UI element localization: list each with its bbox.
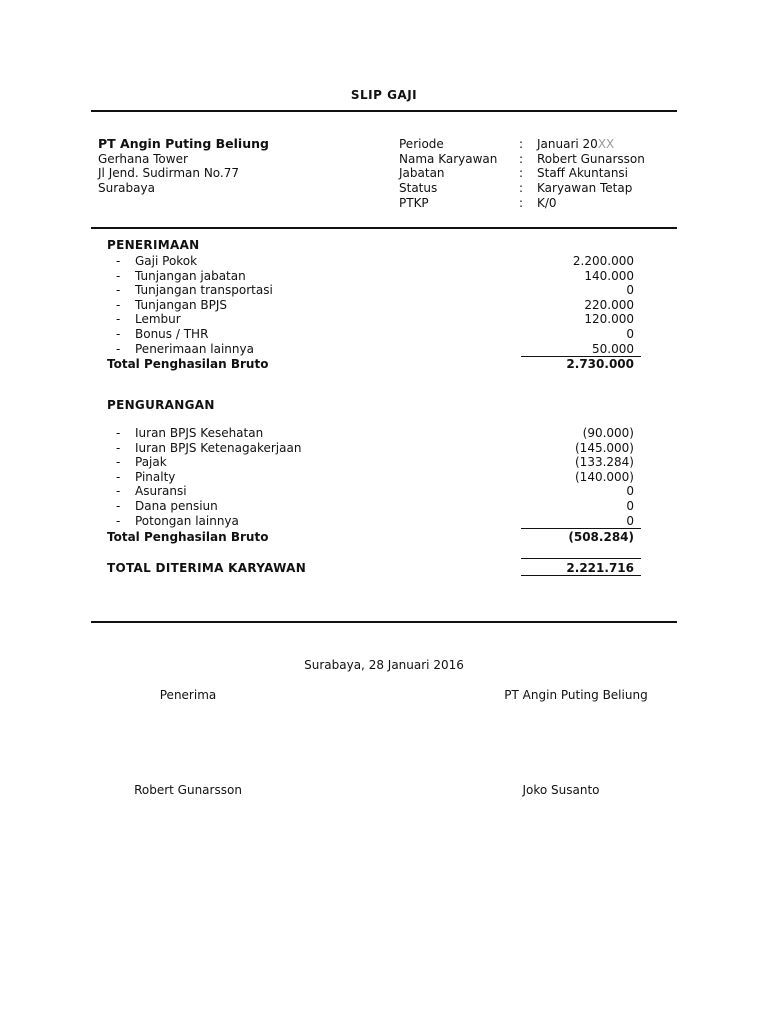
list-item: [0, 283, 768, 298]
signature-right-name: Joko Susanto: [522, 783, 600, 797]
list-item: [0, 254, 768, 269]
grand-total-line-top: [521, 558, 641, 559]
item-label: Tunjangan jabatan: [135, 268, 246, 283]
list-item: [0, 298, 768, 313]
item-value: (145.000): [575, 440, 634, 455]
grand-total-label: TOTAL DITERIMA KARYAWAN: [107, 561, 307, 575]
pengurangan-heading: PENGURANGAN: [107, 398, 215, 412]
info-label-periode: Periode: [399, 137, 444, 151]
item-value: 2.200.000: [572, 254, 634, 268]
info-value-status: Karyawan Tetap: [537, 181, 633, 195]
item-label: Potongan lainnya: [135, 513, 239, 528]
item-label: Lembur: [135, 312, 181, 327]
item-dash: -: [116, 341, 121, 356]
company-address-line: Jl Jend. Sudirman No.77: [98, 166, 240, 180]
list-item: [0, 514, 768, 529]
info-label-status: Status: [399, 181, 438, 195]
info-value-ptkp: K/0: [537, 196, 557, 210]
item-dash: -: [116, 499, 121, 513]
item-dash: -: [116, 469, 121, 484]
item-value: 0: [626, 499, 634, 513]
list-item: [0, 499, 768, 514]
item-dash: -: [116, 268, 121, 283]
item-label: Pinalty: [135, 469, 176, 484]
item-value: (133.284): [575, 455, 634, 470]
company-address-line: Surabaya: [98, 181, 155, 195]
item-dash: -: [116, 455, 121, 470]
list-item: [0, 441, 768, 456]
penerimaan-total-label: Total Penghasilan Bruto: [107, 357, 269, 371]
item-label: Asuransi: [135, 484, 187, 499]
list-item: [0, 470, 768, 485]
item-value: 0: [626, 283, 634, 298]
list-item: [0, 342, 768, 357]
signature-right-role: PT Angin Puting Beliung: [504, 688, 648, 702]
pengurangan-total-label: Total Penghasilan Bruto: [107, 530, 269, 544]
item-dash: -: [116, 297, 121, 312]
penerimaan-total-value: 2.730.000: [566, 357, 634, 371]
item-dash: -: [116, 513, 121, 528]
item-label: Tunjangan BPJS: [135, 297, 228, 312]
info-value-periode-suffix: XX: [597, 137, 615, 151]
item-label: Tunjangan transportasi: [135, 283, 273, 298]
info-sep: :: [519, 137, 524, 151]
company-address-line: Gerhana Tower: [98, 152, 188, 166]
list-item: [0, 269, 768, 284]
item-value: (90.000): [582, 426, 634, 440]
info-sep: :: [519, 181, 524, 195]
item-label: Pajak: [135, 455, 167, 470]
item-value: 50.000: [592, 341, 634, 356]
item-dash: -: [116, 254, 121, 268]
item-label: Dana pensiun: [135, 499, 218, 513]
grand-total-value: 2.221.716: [566, 561, 634, 575]
info-sep: :: [519, 152, 524, 166]
list-item: [0, 426, 768, 441]
info-sep: :: [519, 196, 524, 210]
info-label-nama: Nama Karyawan: [399, 152, 498, 166]
list-item: [0, 327, 768, 342]
item-value: 0: [626, 484, 634, 499]
item-label: Iuran BPJS Kesehatan: [135, 426, 264, 440]
item-dash: -: [116, 312, 121, 327]
item-value: 220.000: [584, 297, 634, 312]
item-value: (140.000): [575, 469, 634, 484]
item-dash: -: [116, 327, 121, 341]
list-item: [0, 455, 768, 470]
page-title: SLIP GAJI: [350, 88, 418, 102]
item-dash: -: [116, 283, 121, 298]
signature-left-role: Penerima: [159, 688, 217, 702]
company-name: PT Angin Puting Beliung: [98, 136, 269, 151]
item-label: Gaji Pokok: [135, 254, 198, 268]
info-value-periode-year: Januari 20: [537, 137, 598, 151]
penerimaan-heading: PENERIMAAN: [107, 238, 200, 252]
item-value: 0: [626, 327, 634, 341]
info-value-jabatan: Staff Akuntansi: [537, 166, 629, 180]
item-dash: -: [116, 484, 121, 499]
info-divider: [91, 227, 677, 229]
place-date: Surabaya, 28 Januari 2016: [304, 658, 464, 672]
grand-total-line-bottom: [521, 575, 641, 576]
item-value: 120.000: [584, 312, 634, 327]
item-label: Bonus / THR: [135, 327, 209, 341]
subtotal-line: [521, 528, 641, 529]
list-item: [0, 312, 768, 327]
list-item: [0, 484, 768, 499]
item-dash: -: [116, 440, 121, 455]
item-value: 140.000: [584, 268, 634, 283]
pengurangan-total-value: (508.284): [568, 530, 634, 544]
signature-left-name: Robert Gunarsson: [134, 783, 242, 797]
item-label: Iuran BPJS Ketenagakerjaan: [135, 440, 302, 455]
item-dash: -: [116, 426, 121, 440]
info-value-periode: [537, 137, 614, 151]
bottom-divider: [91, 621, 677, 623]
top-divider: [91, 110, 677, 112]
info-label-jabatan: Jabatan: [399, 166, 445, 180]
info-sep: :: [519, 166, 524, 180]
item-label: Penerimaan lainnya: [135, 341, 254, 356]
info-label-ptkp: PTKP: [399, 196, 429, 210]
item-value: 0: [626, 513, 634, 528]
info-value-nama: Robert Gunarsson: [537, 152, 645, 166]
